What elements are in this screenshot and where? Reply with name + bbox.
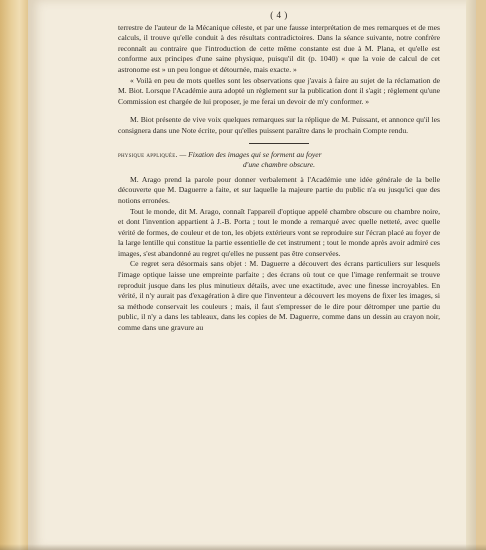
spacer	[118, 107, 440, 115]
paragraph-continuation: terrestre de l'auteur de la Mécanique céleste, et par une fausse interprétation de mes remarques et de mes calculs, il trouve qu'elle conduit à des résultats contradictoires. Dans la séance suivante, notre confrère reconnaît au contraire que l'introduction de cette même constante est due à M. Plana, et qu'elle est conforme aux principes d'une saine physique, puisqu'il dit (p. 1040) « que la voie de calcul de cet astronome est » un peu longue et détournée, mais exacte. »	[118, 22, 440, 74]
section-heading	[118, 150, 440, 161]
section-divider	[249, 143, 309, 144]
paragraph-chambre-obscure: Tout le monde, dit M. Arago, connaît l'appareil d'optique appelé chambre obscure ou chambre noire, et dont l'invention appartient à J.-B. Porta ; tout le monde a remarqué avec quelle netteté, avec quelle vérité de formes, de couleur et de ton, les objets extérieurs vont se reproduire sur l'écran placé au foyer de la large lentille qui constitue la partie essentielle de cet instrument ; tout le monde après avoir admiré ces images, s'est abandonné au regret qu'elles ne pussent pas être conservées.	[118, 206, 440, 258]
page-edge	[466, 0, 476, 550]
page-content	[118, 10, 440, 334]
paragraph-biot: M. Biot présente de vive voix quelques remarques sur la réplique de M. Puissant, et annonce qu'il les consignera dans une Note écrite, pour qu'elles puissent paraître dans le prochain Compte rendu.	[118, 115, 440, 135]
book-spine	[0, 0, 29, 550]
section-heading-subtitle: d'une chambre obscure.	[242, 160, 316, 170]
section-heading-label: physique appliquée.	[118, 149, 178, 159]
section-heading-title: — Fixation des images qui se forment au foyer	[179, 149, 322, 159]
page-number: ( 4 )	[270, 10, 288, 20]
paragraph-quote: « Voilà en peu de mots quelles sont les observations que j'avais à faire au sujet de la réclamation de M. Biot. Lorsque l'Académie aura adopté un règlement sur la publication dont il s'agit ; règlement qu'une Commission est chargée de lui proposer, je me ferai un devoir de m'y conformer. »	[118, 75, 440, 106]
paragraph-arago-intro: M. Arago prend la parole pour donner verbalement à l'Académie une idée générale de la belle découverte que M. Daguerre a faite, et sur laquelle la majeure partie du public n'a eu jusqu'ici que des notions erronées.	[118, 174, 440, 205]
paragraph-daguerre: Ce regret sera désormais sans objet : M. Daguerre a découvert des écrans particuliers sur lesquels l'image optique laisse une empreinte parfaite ; des écrans où tout ce que l'image renfermait se trouve reproduit jusque dans les plus minutieux détails, avec une exactitude, avec une finesse incroyables. En vérité, il n'y aurait pas d'exagération à dire que l'inventeur a découvert les moyens de fixer les images, si sa méthode conservait les couleurs ; mais, il faut s'empresser de le dire pour détromper une partie du public, il n'y a dans les tableaux, dans les copies de M. Daguerre, comme dans un dessin au crayon noir, comme dans une gravure au	[118, 259, 440, 333]
bottom-shadow	[0, 544, 486, 550]
